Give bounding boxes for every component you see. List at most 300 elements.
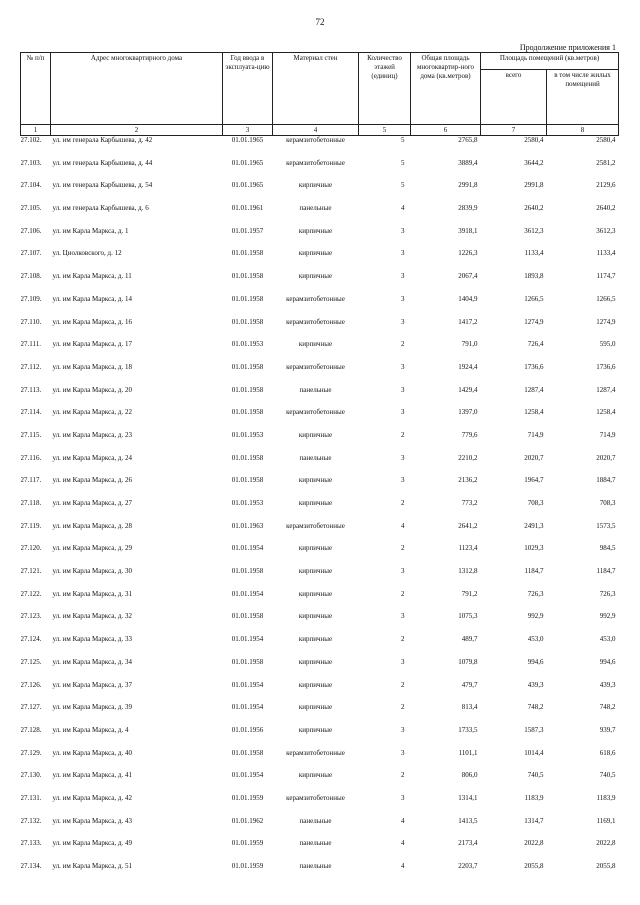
row-area-total: 3612,3	[524, 226, 544, 235]
row-floors: 3	[401, 385, 405, 394]
row-area-living: 1884,7	[596, 476, 616, 485]
row-area-total: 453,0	[527, 635, 544, 644]
row-address: ул. им Карла Маркса, д. 39	[52, 703, 132, 712]
row-year: 01.01.1958	[231, 612, 264, 621]
row-number: 27.128.	[20, 725, 42, 734]
row-total-area: 2991,8	[458, 181, 478, 190]
table-row	[21, 612, 619, 635]
row-address: ул. им Карла Маркса, д. 17	[52, 340, 132, 349]
row-number: 27.124.	[20, 635, 42, 644]
row-number: 27.103.	[20, 158, 42, 167]
row-area-living: 1573,5	[596, 521, 616, 530]
row-area-living: 453,0	[599, 635, 616, 644]
table-header	[21, 53, 619, 136]
row-floors: 4	[401, 839, 405, 848]
row-total-area: 813,4	[461, 703, 478, 712]
row-address: ул. им Карла Маркса, д. 1	[52, 226, 129, 235]
row-total-area: 1397,0	[458, 408, 478, 417]
row-material: кирпичные	[298, 680, 333, 689]
row-floors: 2	[401, 771, 405, 780]
row-year: 01.01.1963	[231, 521, 264, 530]
row-area-living: 1258,4	[596, 408, 616, 417]
table-row	[21, 635, 619, 658]
row-floors: 4	[401, 521, 405, 530]
row-floors: 3	[401, 408, 405, 417]
row-number: 27.134.	[20, 862, 42, 870]
row-year: 01.01.1957	[231, 226, 264, 235]
row-number: 27.130.	[20, 771, 42, 780]
row-total-area: 1226,3	[458, 249, 478, 258]
table-row	[21, 703, 619, 726]
row-total-area: 806,0	[461, 771, 478, 780]
row-number: 27.108.	[20, 272, 42, 281]
row-number: 27.120.	[20, 544, 42, 553]
row-total-area: 2641,2	[458, 521, 478, 530]
row-area-living: 1174,7	[596, 272, 616, 281]
table-row	[21, 249, 619, 272]
row-address: ул. им Карла Маркса, д. 26	[52, 476, 132, 485]
row-area-living: 748,2	[599, 703, 616, 712]
row-material: кирпичные	[298, 567, 333, 576]
row-year: 01.01.1965	[231, 136, 264, 144]
row-number: 27.112.	[20, 362, 42, 371]
header-premises-living: в том числе жилых помещений	[547, 70, 619, 125]
column-number: 3	[223, 125, 273, 136]
row-floors: 4	[401, 204, 405, 213]
row-number: 27.105.	[20, 204, 42, 213]
row-floors: 5	[401, 158, 405, 167]
row-area-total: 1014,4	[524, 748, 544, 757]
table-row	[21, 340, 619, 363]
table-row	[21, 204, 619, 227]
row-year: 01.01.1959	[231, 793, 264, 802]
row-area-total: 714,9	[527, 430, 544, 439]
row-year: 01.01.1959	[231, 862, 264, 870]
row-total-area: 1312,8	[458, 567, 478, 576]
row-material: кирпичные	[298, 771, 333, 780]
row-total-area: 489,7	[461, 635, 478, 644]
header-total-area: Общая площадь многоквартир-ного дома (кв.метров)	[411, 53, 481, 125]
row-area-living: 1274,9	[596, 317, 616, 326]
header-premises-total: всего	[481, 70, 547, 125]
row-area-living: 984,5	[599, 544, 616, 553]
row-address: ул. им Карла Маркса, д. 24	[52, 453, 132, 462]
row-area-living: 618,6	[599, 748, 616, 757]
row-floors: 3	[401, 226, 405, 235]
row-material: кирпичные	[298, 589, 333, 598]
row-total-area: 1101,1	[458, 748, 478, 757]
row-area-total: 1964,7	[524, 476, 544, 485]
row-area-living: 708,3	[599, 499, 616, 507]
row-material: кирпичные	[298, 181, 333, 190]
row-number: 27.132.	[20, 816, 42, 825]
row-material: кирпичные	[298, 226, 333, 235]
row-area-living: 2022,8	[596, 839, 616, 848]
row-address: ул. им Карла Маркса, д. 20	[52, 385, 132, 394]
row-address: ул. Циолковского, д. 12	[52, 249, 122, 258]
row-floors: 2	[401, 680, 405, 689]
row-number: 27.118.	[20, 499, 42, 507]
row-area-total: 1184,7	[524, 567, 544, 576]
row-year: 01.01.1958	[231, 317, 264, 326]
row-area-total: 726,4	[527, 340, 544, 349]
row-area-living: 1133,4	[596, 249, 616, 258]
row-area-living: 2581,2	[596, 158, 616, 167]
row-floors: 3	[401, 317, 405, 326]
header-material: Материал стен	[273, 53, 359, 125]
row-address: ул. им генерала Карбышева, д. 42	[52, 136, 153, 144]
row-year: 01.01.1954	[231, 771, 264, 780]
row-address: ул. им Карла Маркса, д. 33	[52, 635, 132, 644]
row-total-area: 2765,8	[458, 136, 478, 144]
row-number: 27.107.	[20, 249, 42, 258]
row-floors: 3	[401, 793, 405, 802]
page-number: 72	[315, 17, 325, 27]
row-year: 01.01.1954	[231, 703, 264, 712]
row-address: ул. им Карла Маркса, д. 27	[52, 499, 132, 507]
housing-table	[20, 52, 619, 885]
header-num: № п/п	[21, 53, 51, 125]
row-area-total: 2491,3	[524, 521, 544, 530]
row-floors: 2	[401, 340, 405, 349]
row-total-area: 791,2	[461, 589, 478, 598]
row-material: керамзитобетонные	[286, 158, 345, 167]
row-number: 27.111.	[20, 340, 41, 349]
table-row	[21, 386, 619, 409]
row-year: 01.01.1958	[231, 567, 264, 576]
column-number: 6	[411, 125, 481, 136]
row-material: панельные	[299, 816, 332, 825]
row-area-total: 708,3	[527, 499, 544, 507]
row-number: 27.115.	[20, 430, 42, 439]
row-total-area: 2067,4	[458, 272, 478, 281]
row-year: 01.01.1954	[231, 544, 264, 553]
row-area-total: 726,3	[527, 589, 544, 598]
row-address: ул. им генерала Карбышева, д. 6	[52, 204, 149, 213]
row-area-living: 1184,7	[596, 567, 616, 576]
row-total-area: 2210,2	[458, 453, 478, 462]
row-material: кирпичные	[298, 340, 333, 349]
row-address: ул. им Карла Маркса, д. 29	[52, 544, 132, 553]
row-material: кирпичные	[298, 249, 333, 258]
row-material: кирпичные	[298, 476, 333, 485]
row-number: 27.131.	[20, 793, 42, 802]
row-area-living: 1736,6	[596, 362, 616, 371]
row-floors: 3	[401, 294, 405, 303]
row-area-living: 3612,3	[596, 226, 616, 235]
row-number: 27.119.	[20, 521, 42, 530]
row-area-total: 1587,3	[524, 725, 544, 734]
header-floors: Количество этажей (единиц)	[359, 53, 411, 125]
row-number: 27.104.	[20, 181, 42, 190]
row-year: 01.01.1958	[231, 476, 264, 485]
row-area-living: 992,9	[599, 612, 616, 621]
row-total-area: 3889,4	[458, 158, 478, 167]
row-area-total: 1133,4	[524, 249, 544, 258]
row-year: 01.01.1958	[231, 249, 264, 258]
row-total-area: 1413,5	[458, 816, 478, 825]
row-floors: 3	[401, 249, 405, 258]
table-row	[21, 839, 619, 862]
row-floors: 3	[401, 453, 405, 462]
row-area-total: 439,3	[527, 680, 544, 689]
row-material: керамзитобетонные	[286, 136, 345, 144]
row-material: панельные	[299, 204, 332, 213]
column-number: 4	[273, 125, 359, 136]
row-material: кирпичные	[298, 544, 333, 553]
row-total-area: 479,7	[461, 680, 478, 689]
row-number: 27.114.	[20, 408, 42, 417]
row-total-area: 3918,1	[458, 226, 478, 235]
row-year: 01.01.1958	[231, 453, 264, 462]
row-address: ул. им Карла Маркса, д. 14	[52, 294, 132, 303]
table-row	[21, 408, 619, 431]
row-year: 01.01.1961	[231, 204, 264, 213]
row-total-area: 1075,3	[458, 612, 478, 621]
row-address: ул. им Карла Маркса, д. 37	[52, 680, 132, 689]
row-year: 01.01.1954	[231, 635, 264, 644]
row-address: ул. им Карла Маркса, д. 23	[52, 430, 132, 439]
table-row	[21, 522, 619, 545]
row-area-total: 3644,2	[524, 158, 544, 167]
row-year: 01.01.1958	[231, 748, 264, 757]
row-floors: 5	[401, 136, 405, 144]
row-total-area: 1404,9	[458, 294, 478, 303]
row-floors: 2	[401, 589, 405, 598]
row-area-living: 2129,6	[596, 181, 616, 190]
table-row	[21, 817, 619, 840]
row-area-total: 2055,8	[524, 862, 544, 870]
row-area-living: 2055,8	[596, 862, 616, 870]
row-number: 27.133.	[20, 839, 42, 848]
row-address: ул. им генерала Карбышева, д. 44	[52, 158, 153, 167]
row-address: ул. им Карла Маркса, д. 51	[52, 862, 132, 870]
row-address: ул. им Карла Маркса, д. 31	[52, 589, 132, 598]
row-year: 01.01.1962	[231, 816, 264, 825]
row-material: панельные	[299, 862, 332, 870]
row-total-area: 2136,2	[458, 476, 478, 485]
table-row	[21, 295, 619, 318]
table-row	[21, 749, 619, 772]
table-row	[21, 590, 619, 613]
row-address: ул. им Карла Маркса, д. 28	[52, 521, 132, 530]
column-number: 1	[21, 125, 51, 136]
table-row	[21, 862, 619, 885]
row-area-total: 994,6	[527, 657, 544, 666]
table-row	[21, 227, 619, 250]
table-row	[21, 181, 619, 204]
table-row	[21, 544, 619, 567]
row-material: панельные	[299, 453, 332, 462]
row-year: 01.01.1958	[231, 294, 264, 303]
table-row	[21, 681, 619, 704]
row-floors: 2	[401, 499, 405, 507]
row-year: 01.01.1953	[231, 340, 264, 349]
row-total-area: 1314,1	[458, 793, 478, 802]
row-area-living: 1287,4	[596, 385, 616, 394]
row-material: кирпичные	[298, 612, 333, 621]
row-area-total: 2580,4	[524, 136, 544, 144]
row-number: 27.102.	[20, 136, 42, 144]
row-number: 27.123.	[20, 612, 42, 621]
row-number: 27.122.	[20, 589, 42, 598]
row-address: ул. им Карла Маркса, д. 4	[52, 725, 129, 734]
row-year: 01.01.1956	[231, 725, 264, 734]
row-floors: 2	[401, 703, 405, 712]
row-total-area: 2173,4	[458, 839, 478, 848]
row-year: 01.01.1958	[231, 657, 264, 666]
row-floors: 2	[401, 544, 405, 553]
row-area-total: 1029,3	[524, 544, 544, 553]
row-floors: 3	[401, 567, 405, 576]
row-year: 01.01.1965	[231, 181, 264, 190]
row-address: ул. им Карла Маркса, д. 42	[52, 793, 132, 802]
row-area-living: 595,0	[599, 340, 616, 349]
row-material: керамзитобетонные	[286, 317, 345, 326]
row-area-living: 740,5	[599, 771, 616, 780]
row-material: керамзитобетонные	[286, 793, 345, 802]
row-address: ул. им Карла Маркса, д. 49	[52, 839, 132, 848]
row-floors: 3	[401, 725, 405, 734]
row-total-area: 773,2	[461, 499, 478, 507]
table-row	[21, 658, 619, 681]
row-number: 27.127.	[20, 703, 42, 712]
row-total-area: 2839,9	[458, 204, 478, 213]
row-area-living: 1169,1	[596, 816, 616, 825]
row-total-area: 1924,4	[458, 362, 478, 371]
column-number: 7	[481, 125, 547, 136]
row-area-total: 1736,6	[524, 362, 544, 371]
row-material: керамзитобетонные	[286, 748, 345, 757]
row-area-total: 1258,4	[524, 408, 544, 417]
row-material: керамзитобетонные	[286, 362, 345, 371]
table-row	[21, 363, 619, 386]
row-total-area: 779,6	[461, 430, 478, 439]
row-area-total: 1274,9	[524, 317, 544, 326]
row-number: 27.113.	[20, 385, 42, 394]
row-number: 27.106.	[20, 226, 42, 235]
row-number: 27.117.	[20, 476, 42, 485]
table-row	[21, 476, 619, 499]
row-area-total: 2022,8	[524, 839, 544, 848]
row-area-total: 992,9	[527, 612, 544, 621]
row-total-area: 2203,7	[458, 862, 478, 870]
row-material: кирпичные	[298, 499, 333, 507]
row-material: кирпичные	[298, 703, 333, 712]
row-area-total: 1183,9	[524, 793, 544, 802]
row-material: кирпичные	[298, 725, 333, 734]
row-address: ул. им Карла Маркса, д. 43	[52, 816, 132, 825]
row-area-total: 2640,2	[524, 204, 544, 213]
table-row	[21, 136, 619, 159]
row-year: 01.01.1954	[231, 680, 264, 689]
header-year: Год ввода в эксплуата-цию	[223, 53, 273, 125]
row-total-area: 1417,2	[458, 317, 478, 326]
row-number: 27.121.	[20, 567, 42, 576]
continuation-label: Продолжение приложения 1	[519, 43, 616, 52]
header-address: Адрес многоквартирного дома	[51, 53, 223, 125]
row-address: ул. им Карла Маркса, д. 40	[52, 748, 132, 757]
header-premises-area: Площадь помещений (кв.метров)	[481, 53, 619, 70]
row-year: 01.01.1958	[231, 408, 264, 417]
row-area-living: 726,3	[599, 589, 616, 598]
column-number: 8	[547, 125, 619, 136]
row-floors: 4	[401, 816, 405, 825]
row-total-area: 1733,5	[458, 725, 478, 734]
table-row	[21, 431, 619, 454]
row-area-living: 1183,9	[596, 793, 616, 802]
row-address: ул. им Карла Маркса, д. 30	[52, 567, 132, 576]
table-row	[21, 318, 619, 341]
row-floors: 3	[401, 612, 405, 621]
row-year: 01.01.1954	[231, 589, 264, 598]
row-number: 27.126.	[20, 680, 42, 689]
table-row	[21, 771, 619, 794]
table-row	[21, 499, 619, 522]
row-address: ул. им Карла Маркса, д. 18	[52, 362, 132, 371]
row-material: кирпичные	[298, 430, 333, 439]
row-address: ул. им Карла Маркса, д. 34	[52, 657, 132, 666]
row-material: кирпичные	[298, 635, 333, 644]
row-total-area: 1123,4	[458, 544, 478, 553]
row-address: ул. им генерала Карбышева, д. 54	[52, 181, 153, 190]
table-row	[21, 272, 619, 295]
row-floors: 3	[401, 748, 405, 757]
row-material: кирпичные	[298, 272, 333, 281]
row-number: 27.116.	[20, 453, 42, 462]
row-floors: 4	[401, 862, 405, 870]
row-area-total: 740,5	[527, 771, 544, 780]
row-material: панельные	[299, 839, 332, 848]
table-row	[21, 794, 619, 817]
row-area-living: 2580,4	[596, 136, 616, 144]
row-address: ул. им Карла Маркса, д. 22	[52, 408, 132, 417]
row-area-living: 714,9	[599, 430, 616, 439]
table-row	[21, 567, 619, 590]
row-year: 01.01.1958	[231, 385, 264, 394]
row-area-total: 1893,8	[524, 272, 544, 281]
row-year: 01.01.1958	[231, 272, 264, 281]
row-material: керамзитобетонные	[286, 294, 345, 303]
row-total-area: 1079,8	[458, 657, 478, 666]
row-area-living: 2640,2	[596, 204, 616, 213]
table-row	[21, 726, 619, 749]
row-material: панельные	[299, 385, 332, 394]
row-area-living: 439,3	[599, 680, 616, 689]
row-floors: 2	[401, 430, 405, 439]
column-number: 2	[51, 125, 223, 136]
row-address: ул. им Карла Маркса, д. 16	[52, 317, 132, 326]
row-area-total: 1287,4	[524, 385, 544, 394]
row-floors: 3	[401, 272, 405, 281]
row-floors: 5	[401, 181, 405, 190]
row-number: 27.110.	[20, 317, 42, 326]
row-year: 01.01.1958	[231, 362, 264, 371]
row-area-total: 2020,7	[524, 453, 544, 462]
row-material: кирпичные	[298, 657, 333, 666]
table-row	[21, 159, 619, 182]
row-address: ул. им Карла Маркса, д. 32	[52, 612, 132, 621]
row-area-total: 2991,8	[524, 181, 544, 190]
table-row	[21, 454, 619, 477]
row-number: 27.129.	[20, 748, 42, 757]
row-material: керамзитобетонные	[286, 521, 345, 530]
row-area-living: 994,6	[599, 657, 616, 666]
row-year: 01.01.1965	[231, 158, 264, 167]
row-address: ул. им Карла Маркса, д. 11	[52, 272, 132, 281]
row-floors: 3	[401, 657, 405, 666]
column-number: 5	[359, 125, 411, 136]
